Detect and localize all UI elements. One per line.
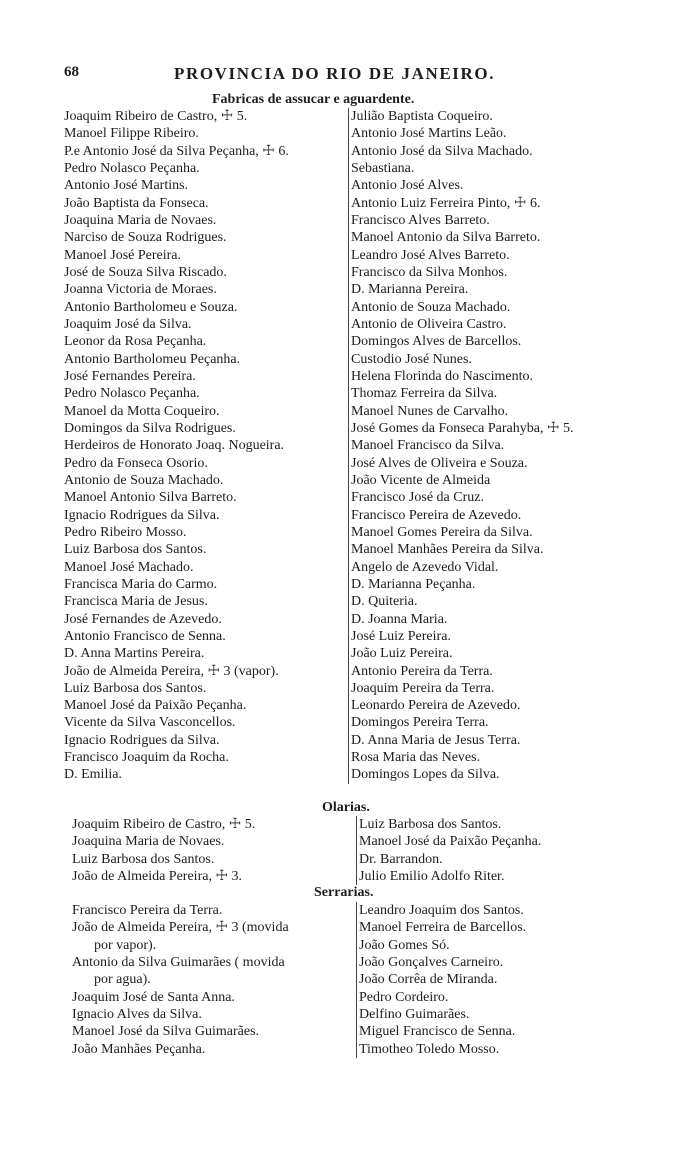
list-entry: Manoel Gomes Pereira da Silva. — [351, 524, 533, 540]
list-entry: Antonio Luiz Ferreira Pinto, ☩ 6. — [351, 195, 541, 211]
fabricas-right-column — [348, 108, 651, 784]
fabricas-left-column — [64, 108, 346, 784]
list-entry: Manoel Nunes de Carvalho. — [351, 403, 509, 419]
list-entry: Joaquim José da Silva. — [64, 316, 192, 332]
list-entry: Manoel da Motta Coqueiro. — [64, 403, 220, 419]
list-entry: Manoel José da Paixão Peçanha. — [359, 834, 542, 850]
list-entry: Joanna Victoria de Moraes. — [64, 282, 217, 298]
list-entry: José Luiz Pereira. — [351, 628, 451, 644]
list-entry: Leandro Joaquim dos Santos. — [359, 903, 524, 918]
list-entry: Francisca Maria de Jesus. — [64, 594, 208, 610]
list-entry: Ignacio Rodrigues da Silva. — [64, 732, 220, 748]
list-entry: Dr. Barrandon. — [359, 851, 443, 867]
list-entry: Antonio de Souza Machado. — [64, 472, 224, 488]
list-entry: D. Joanna Maria. — [351, 611, 448, 627]
list-entry: Manoel José Pereira. — [64, 247, 182, 263]
list-entry: Antonio Bartholomeu Peçanha. — [64, 351, 241, 367]
list-entry: Delfino Guimarães. — [359, 1006, 470, 1022]
list-entry: Domingos da Silva Rodrigues. — [64, 420, 236, 436]
list-entry: João Luiz Pereira. — [351, 646, 453, 662]
list-entry: D. Quiteria. — [351, 594, 418, 610]
list-entry: José de Souza Silva Riscado. — [64, 264, 227, 280]
list-entry: João de Almeida Pereira, ☩ 3 (vapor). — [64, 663, 279, 679]
list-entry: João Manhães Peçanha. — [72, 1041, 206, 1057]
list-entry: Leonardo Pereira de Azevedo. — [351, 698, 521, 714]
list-entry: João Gonçalves Carneiro. — [359, 954, 504, 970]
list-entry: João Baptista da Fonseca. — [64, 195, 209, 211]
list-entry: Manoel Ferreira de Barcellos. — [359, 920, 527, 936]
list-entry: João de Almeida Pereira, ☩ 3. — [72, 868, 243, 884]
list-entry: Antonio Pereira da Terra. — [351, 663, 493, 679]
list-entry: Antonio José Martins Leão. — [351, 126, 507, 142]
olarias-left-column — [72, 816, 354, 885]
list-entry: José Fernandes de Azevedo. — [64, 611, 222, 627]
list-entry: Joaquina Maria de Novaes. — [72, 834, 225, 850]
section-heading-serrarias: Serrarias. — [314, 885, 374, 900]
page-number: 68 — [64, 64, 79, 80]
list-entry: José Alves de Oliveira e Souza. — [351, 455, 528, 471]
list-entry: Luiz Barbosa dos Santos. — [359, 817, 502, 832]
list-entry: Manoel Antonio Silva Barreto. — [64, 490, 237, 506]
list-entry: João Corrêa de Miranda. — [359, 972, 498, 988]
list-entry: Pedro Cordeiro. — [359, 989, 449, 1005]
list-entry: Joaquim Ribeiro de Castro, ☩ 5. — [72, 817, 256, 832]
list-entry: D. Marianna Pereira. — [351, 282, 469, 298]
list-entry: por agua). — [94, 972, 151, 988]
list-entry: Ignacio Alves da Silva. — [72, 1006, 202, 1022]
list-entry: Vicente da Silva Vasconcellos. — [64, 715, 236, 731]
list-entry: José Fernandes Pereira. — [64, 368, 196, 384]
list-entry: Herdeiros de Honorato Joaq. Nogueira. — [64, 438, 285, 454]
section-heading-olarias: Olarias. — [322, 800, 370, 815]
list-entry: Joaquina Maria de Novaes. — [64, 212, 217, 228]
list-entry: Narciso de Souza Rodrigues. — [64, 230, 227, 246]
list-entry: Manoel José Machado. — [64, 559, 194, 575]
list-entry: José Gomes da Fonseca Parahyba, ☩ 5. — [351, 420, 574, 436]
list-entry: Timotheo Toledo Mosso. — [359, 1041, 500, 1057]
page-header — [64, 64, 604, 84]
list-entry: P.e Antonio José da Silva Peçanha, ☩ 6. — [64, 143, 289, 159]
list-entry: Antonio José da Silva Machado. — [351, 143, 533, 159]
list-entry: Francisco da Silva Monhos. — [351, 264, 508, 280]
list-entry: Pedro Nolasco Peçanha. — [64, 160, 200, 176]
list-entry: Thomaz Ferreira da Silva. — [351, 386, 498, 402]
list-entry: Antonio José Martins. — [64, 178, 189, 194]
list-entry: Julião Baptista Coqueiro. — [351, 109, 493, 124]
list-entry: Manoel José da Paixão Peçanha. — [64, 698, 247, 714]
olarias-right-column — [356, 816, 659, 885]
list-entry: Manoel Antonio da Silva Barreto. — [351, 230, 541, 246]
list-entry: Ignacio Rodrigues da Silva. — [64, 507, 220, 523]
list-entry: Luiz Barbosa dos Santos. — [64, 680, 207, 696]
list-entry: Antonio Francisco de Senna. — [64, 628, 226, 644]
list-entry: Joaquim José de Santa Anna. — [72, 989, 235, 1005]
list-entry: Manoel Francisco da Silva. — [351, 438, 505, 454]
serrarias-left-column — [72, 902, 354, 1058]
list-entry: Julio Emilio Adolfo Riter. — [359, 868, 505, 884]
list-entry: Rosa Maria das Neves. — [351, 750, 481, 766]
list-entry: João Gomes Só. — [359, 937, 450, 953]
list-entry: Manoel José da Silva Guimarães. — [72, 1024, 260, 1040]
list-entry: Manoel Filippe Ribeiro. — [64, 126, 199, 142]
list-entry: Luiz Barbosa dos Santos. — [64, 542, 207, 558]
list-entry: Pedro Ribeiro Mosso. — [64, 524, 187, 540]
list-entry: Helena Florinda do Nascimento. — [351, 368, 533, 384]
list-entry: Joaquim Pereira da Terra. — [351, 680, 495, 696]
list-entry: Francisco Pereira da Terra. — [72, 903, 223, 918]
list-entry: Sebastiana. — [351, 160, 415, 176]
section-heading-fabricas: Fabricas de assucar e aguardente. — [212, 92, 415, 107]
list-entry: João de Almeida Pereira, ☩ 3 (movida — [72, 920, 289, 936]
list-entry: Leandro José Alves Barreto. — [351, 247, 510, 263]
list-entry: Francisca Maria do Carmo. — [64, 576, 218, 592]
list-entry: Custodio José Nunes. — [351, 351, 472, 367]
list-entry: Pedro da Fonseca Osorio. — [64, 455, 208, 471]
list-entry: Manoel Manhães Pereira da Silva. — [351, 542, 544, 558]
list-entry: Joaquim Ribeiro de Castro, ☩ 5. — [64, 109, 248, 124]
list-entry: D. Anna Maria de Jesus Terra. — [351, 732, 521, 748]
list-entry: Domingos Lopes da Silva. — [351, 767, 500, 783]
list-entry: Luiz Barbosa dos Santos. — [72, 851, 215, 867]
list-entry: João Vicente de Almeida — [351, 472, 491, 488]
list-entry: Antonio José Alves. — [351, 178, 464, 194]
list-entry: Antonio de Oliveira Castro. — [351, 316, 507, 332]
list-entry: Francisco Alves Barreto. — [351, 212, 490, 228]
serrarias-right-column — [356, 902, 659, 1058]
list-entry: Antonio Bartholomeu e Souza. — [64, 299, 238, 315]
list-entry: D. Emilia. — [64, 767, 122, 783]
list-entry: Francisco Pereira de Azevedo. — [351, 507, 522, 523]
list-entry: Antonio de Souza Machado. — [351, 299, 511, 315]
page-title: PROVINCIA DO RIO DE JANEIRO. — [174, 64, 496, 83]
list-entry: por vapor). — [94, 937, 157, 953]
list-entry: Domingos Pereira Terra. — [351, 715, 489, 731]
list-entry: Francisco Joaquim da Rocha. — [64, 750, 229, 766]
list-entry: D. Anna Martins Pereira. — [64, 646, 205, 662]
list-entry: D. Marianna Peçanha. — [351, 576, 476, 592]
list-entry: Angelo de Azevedo Vidal. — [351, 559, 499, 575]
list-entry: Miguel Francisco de Senna. — [359, 1024, 516, 1040]
list-entry: Antonio da Silva Guimarães ( movida — [72, 954, 285, 970]
list-entry: Leonor da Rosa Peçanha. — [64, 334, 207, 350]
list-entry: Francisco José da Cruz. — [351, 490, 484, 506]
list-entry: Domingos Alves de Barcellos. — [351, 334, 522, 350]
list-entry: Pedro Nolasco Peçanha. — [64, 386, 200, 402]
